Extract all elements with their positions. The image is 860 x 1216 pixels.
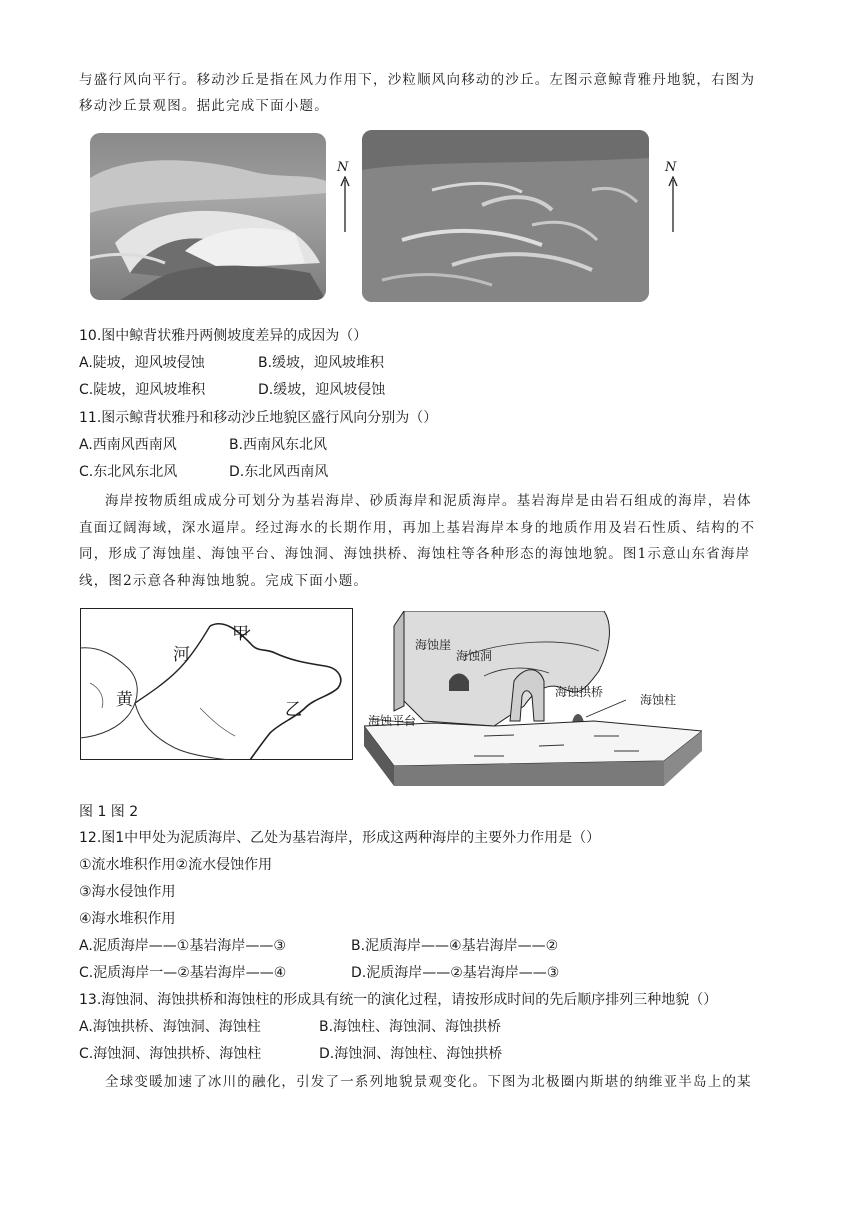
intro1-line1: 与盛行风向平行。移动沙丘是指在风力作用下，沙粒顺风向移动的沙丘。左图示意鲸背雅丹地貌，右图为 (79, 72, 756, 88)
north-arrow-left-icon (340, 176, 350, 232)
intro2-line1: 海岸按物质组成成分可划分为基岩海岸、砂质海岸和泥质海岸。基岩海岸是由岩石组成的海岸，岩体 (105, 493, 752, 509)
intro1-line2: 移动沙丘景观图。据此完成下面小题。 (79, 98, 329, 114)
q12-statement-1-2: ①流水堆积作用②流水侵蚀作用 (79, 857, 273, 873)
map-label-jia: 甲 (232, 624, 249, 644)
q13-option-b: B.海蚀柱、海蚀洞、海蚀拱桥 (319, 1019, 502, 1035)
yardang-photo (90, 133, 326, 300)
north-label-left: N (337, 160, 349, 175)
q13-stem: 13.海蚀洞、海蚀拱桥和海蚀柱的形成具有统一的演化过程，请按形成时间的先后顺序排列三种地貌（） (79, 992, 718, 1008)
q11-option-b: B.西南风东北风 (229, 437, 328, 453)
q10-option-d: D.缓坡，迎风坡侵蚀 (258, 382, 386, 398)
label-wave-cut-platform: 海蚀平台 (368, 714, 417, 728)
q13-option-a: A.海蚀拱桥、海蚀洞、海蚀柱 (79, 1019, 261, 1035)
shandong-coast-map (80, 608, 353, 760)
label-sea-cliff: 海蚀崖 (415, 638, 452, 652)
q10-option-a: A.陡坡，迎风坡侵蚀 (79, 355, 205, 371)
map-label-yi: 乙 (285, 700, 302, 720)
label-sea-cave: 海蚀洞 (456, 649, 493, 663)
q11-option-d: D.东北风西南风 (229, 464, 329, 480)
intro2-line4: 线，图2示意各种海蚀地貌。完成下面小题。 (79, 573, 369, 589)
q10-option-b: B.缓坡，迎风坡堆积 (258, 355, 385, 371)
q10-stem: 10.图中鲸背状雅丹两侧坡度差异的成因为（） (79, 328, 368, 344)
label-sea-stack: 海蚀柱 (640, 693, 677, 707)
q12-option-b: B.泥质海岸——④基岩海岸——② (351, 938, 559, 954)
map-label-huang: 黄 (116, 690, 133, 710)
map-label-he: 河 (173, 645, 190, 665)
q12-option-d: D.泥质海岸——②基岩海岸——③ (351, 965, 560, 981)
north-arrow-right-icon (668, 176, 678, 232)
q11-stem: 11.图示鲸背状雅丹和移动沙丘地貌区盛行风向分别为（） (79, 410, 438, 426)
north-label-right: N (665, 160, 677, 175)
label-sea-arch: 海蚀拱桥 (555, 685, 604, 699)
q12-stem: 12.图1中甲处为泥质海岸、乙处为基岩海岸，形成这两种海岸的主要外力作用是（） (79, 830, 601, 846)
q11-option-c: C.东北风东北风 (79, 464, 178, 480)
q12-option-c: C.泥质海岸一—②基岩海岸——④ (79, 965, 287, 981)
coastal-erosion-diagram (364, 611, 702, 786)
q12-statement-4: ④海水堆积作用 (79, 911, 176, 927)
q10-option-c: C.陡坡，迎风坡堆积 (79, 382, 206, 398)
figure-caption: 图 1 图 2 (79, 804, 139, 820)
moving-dune-photo (362, 130, 649, 302)
intro3-line1: 全球变暖加速了冰川的融化，引发了一系列地貌景观变化。下图为北极圈内斯堪的纳维亚半岛上的某 (105, 1074, 752, 1090)
q13-option-c: C.海蚀洞、海蚀拱桥、海蚀柱 (79, 1046, 262, 1062)
q13-option-d: D.海蚀洞、海蚀柱、海蚀拱桥 (319, 1046, 503, 1062)
intro2-line2: 直面辽阔海域，深水逼岸。经过海水的长期作用，再加上基岩海岸本身的地质作用及岩石性质、结构的不 (79, 520, 756, 536)
intro2-line3: 同，形成了海蚀崖、海蚀平台、海蚀洞、海蚀拱桥、海蚀柱等各种形态的海蚀地貌。图1示意山东省海岸 (79, 546, 751, 562)
q11-option-a: A.西南风西南风 (79, 437, 177, 453)
q12-statement-3: ③海水侵蚀作用 (79, 884, 176, 900)
q12-option-a: A.泥质海岸——①基岩海岸——③ (79, 938, 286, 954)
